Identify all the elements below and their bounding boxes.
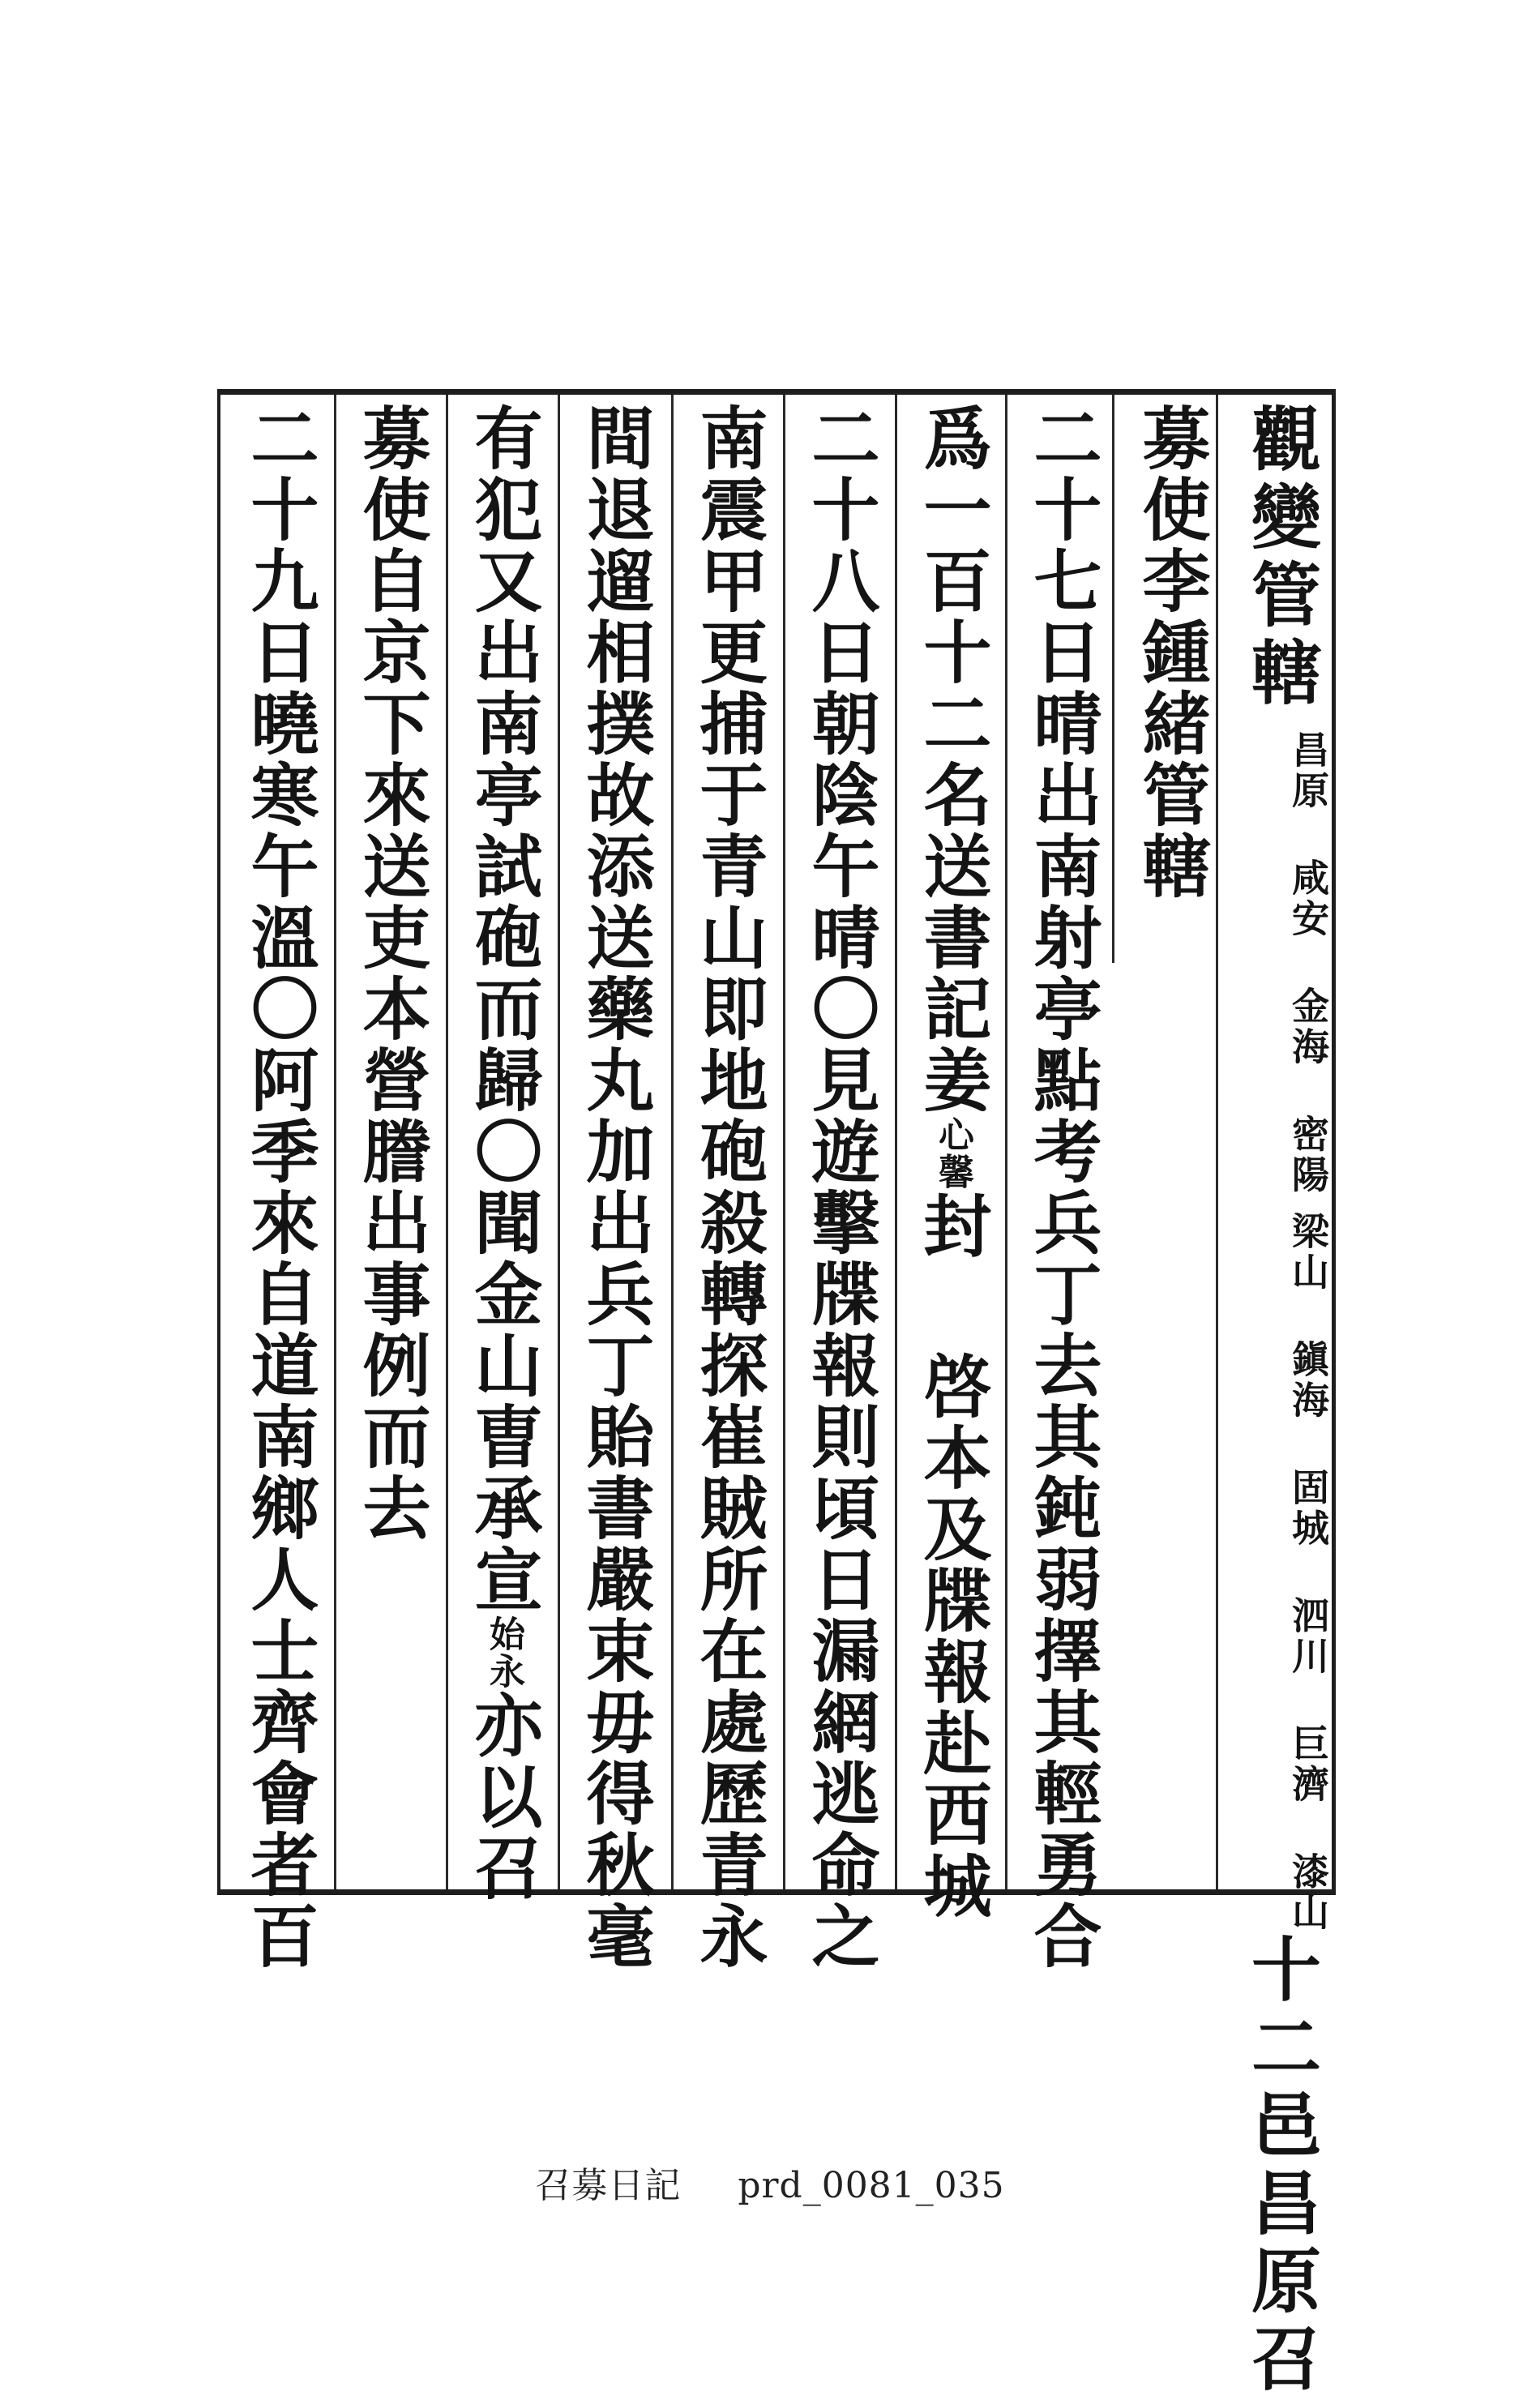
page-footer [0, 2156, 1540, 2208]
column-rule [783, 395, 785, 1889]
column-4 [900, 403, 1005, 1922]
column-text: 有犯又出南亭試砲而歸〇聞金山曺承宣 [464, 403, 544, 1615]
column-text: 啓本及牒報赴西城 [913, 1351, 993, 1922]
page-identifier: prd_0081_035 [738, 2165, 1005, 2206]
book-title: 召募日記 [535, 2165, 682, 2206]
column-9 [339, 403, 444, 1544]
note-right-line: 昌原 咸安 金海 密陽 [1286, 730, 1330, 1196]
column-text: 爲一百十二名送書記姜 [913, 403, 993, 1116]
small-annotation: 心馨 [932, 1116, 973, 1191]
column-text: 亦以召 [464, 1690, 544, 1904]
column-rule [895, 395, 897, 1889]
column-rule [446, 395, 448, 1889]
column-tail-text: 十二邑昌原召 [1239, 1933, 1321, 2400]
column-text: 募使自京下來送吏本營謄出事例而去 [352, 403, 432, 1544]
column-text: 封 [913, 1191, 993, 1262]
column-rule [558, 395, 560, 1889]
column-6 [676, 403, 781, 1972]
column-8 [451, 403, 556, 1904]
column-text: 募使李鍾緒管轄 [1131, 403, 1212, 902]
column-text: 南震甲更捕于青山即地砲殺轉探崔賊所在處歷青永 [689, 403, 769, 1972]
column-1 [1224, 403, 1333, 2400]
note-left-line: 梁山 鎭海 固城 泗川 巨濟 漆山 [1286, 1212, 1330, 1933]
column-rule [334, 395, 336, 1889]
column-text: 二十七日晴出南射亭點考兵丁去其鈍弱擇其輕勇合 [1023, 403, 1103, 1972]
column-2 [1119, 403, 1224, 902]
column-text: 二十八日朝陰午晴〇見遊擊牒報則頃日漏網逃命之 [801, 403, 881, 1972]
column-rule [1005, 395, 1007, 1889]
column-5 [788, 403, 893, 1972]
column-text: 間退遛相撲故添送藥丸加出兵丁貽書嚴束毋得秋毫 [575, 403, 656, 1972]
column-text: 二十九日曉寒午溫〇阿季來自道南鄉人士齊會者百 [240, 403, 320, 1972]
column-rule [671, 395, 674, 1889]
small-annotation: 始永 [483, 1615, 524, 1690]
column-3 [1010, 403, 1115, 1972]
column-10 [227, 403, 332, 1972]
column-7 [563, 403, 668, 1972]
section-heading: 觀變管轄 [1239, 403, 1321, 714]
